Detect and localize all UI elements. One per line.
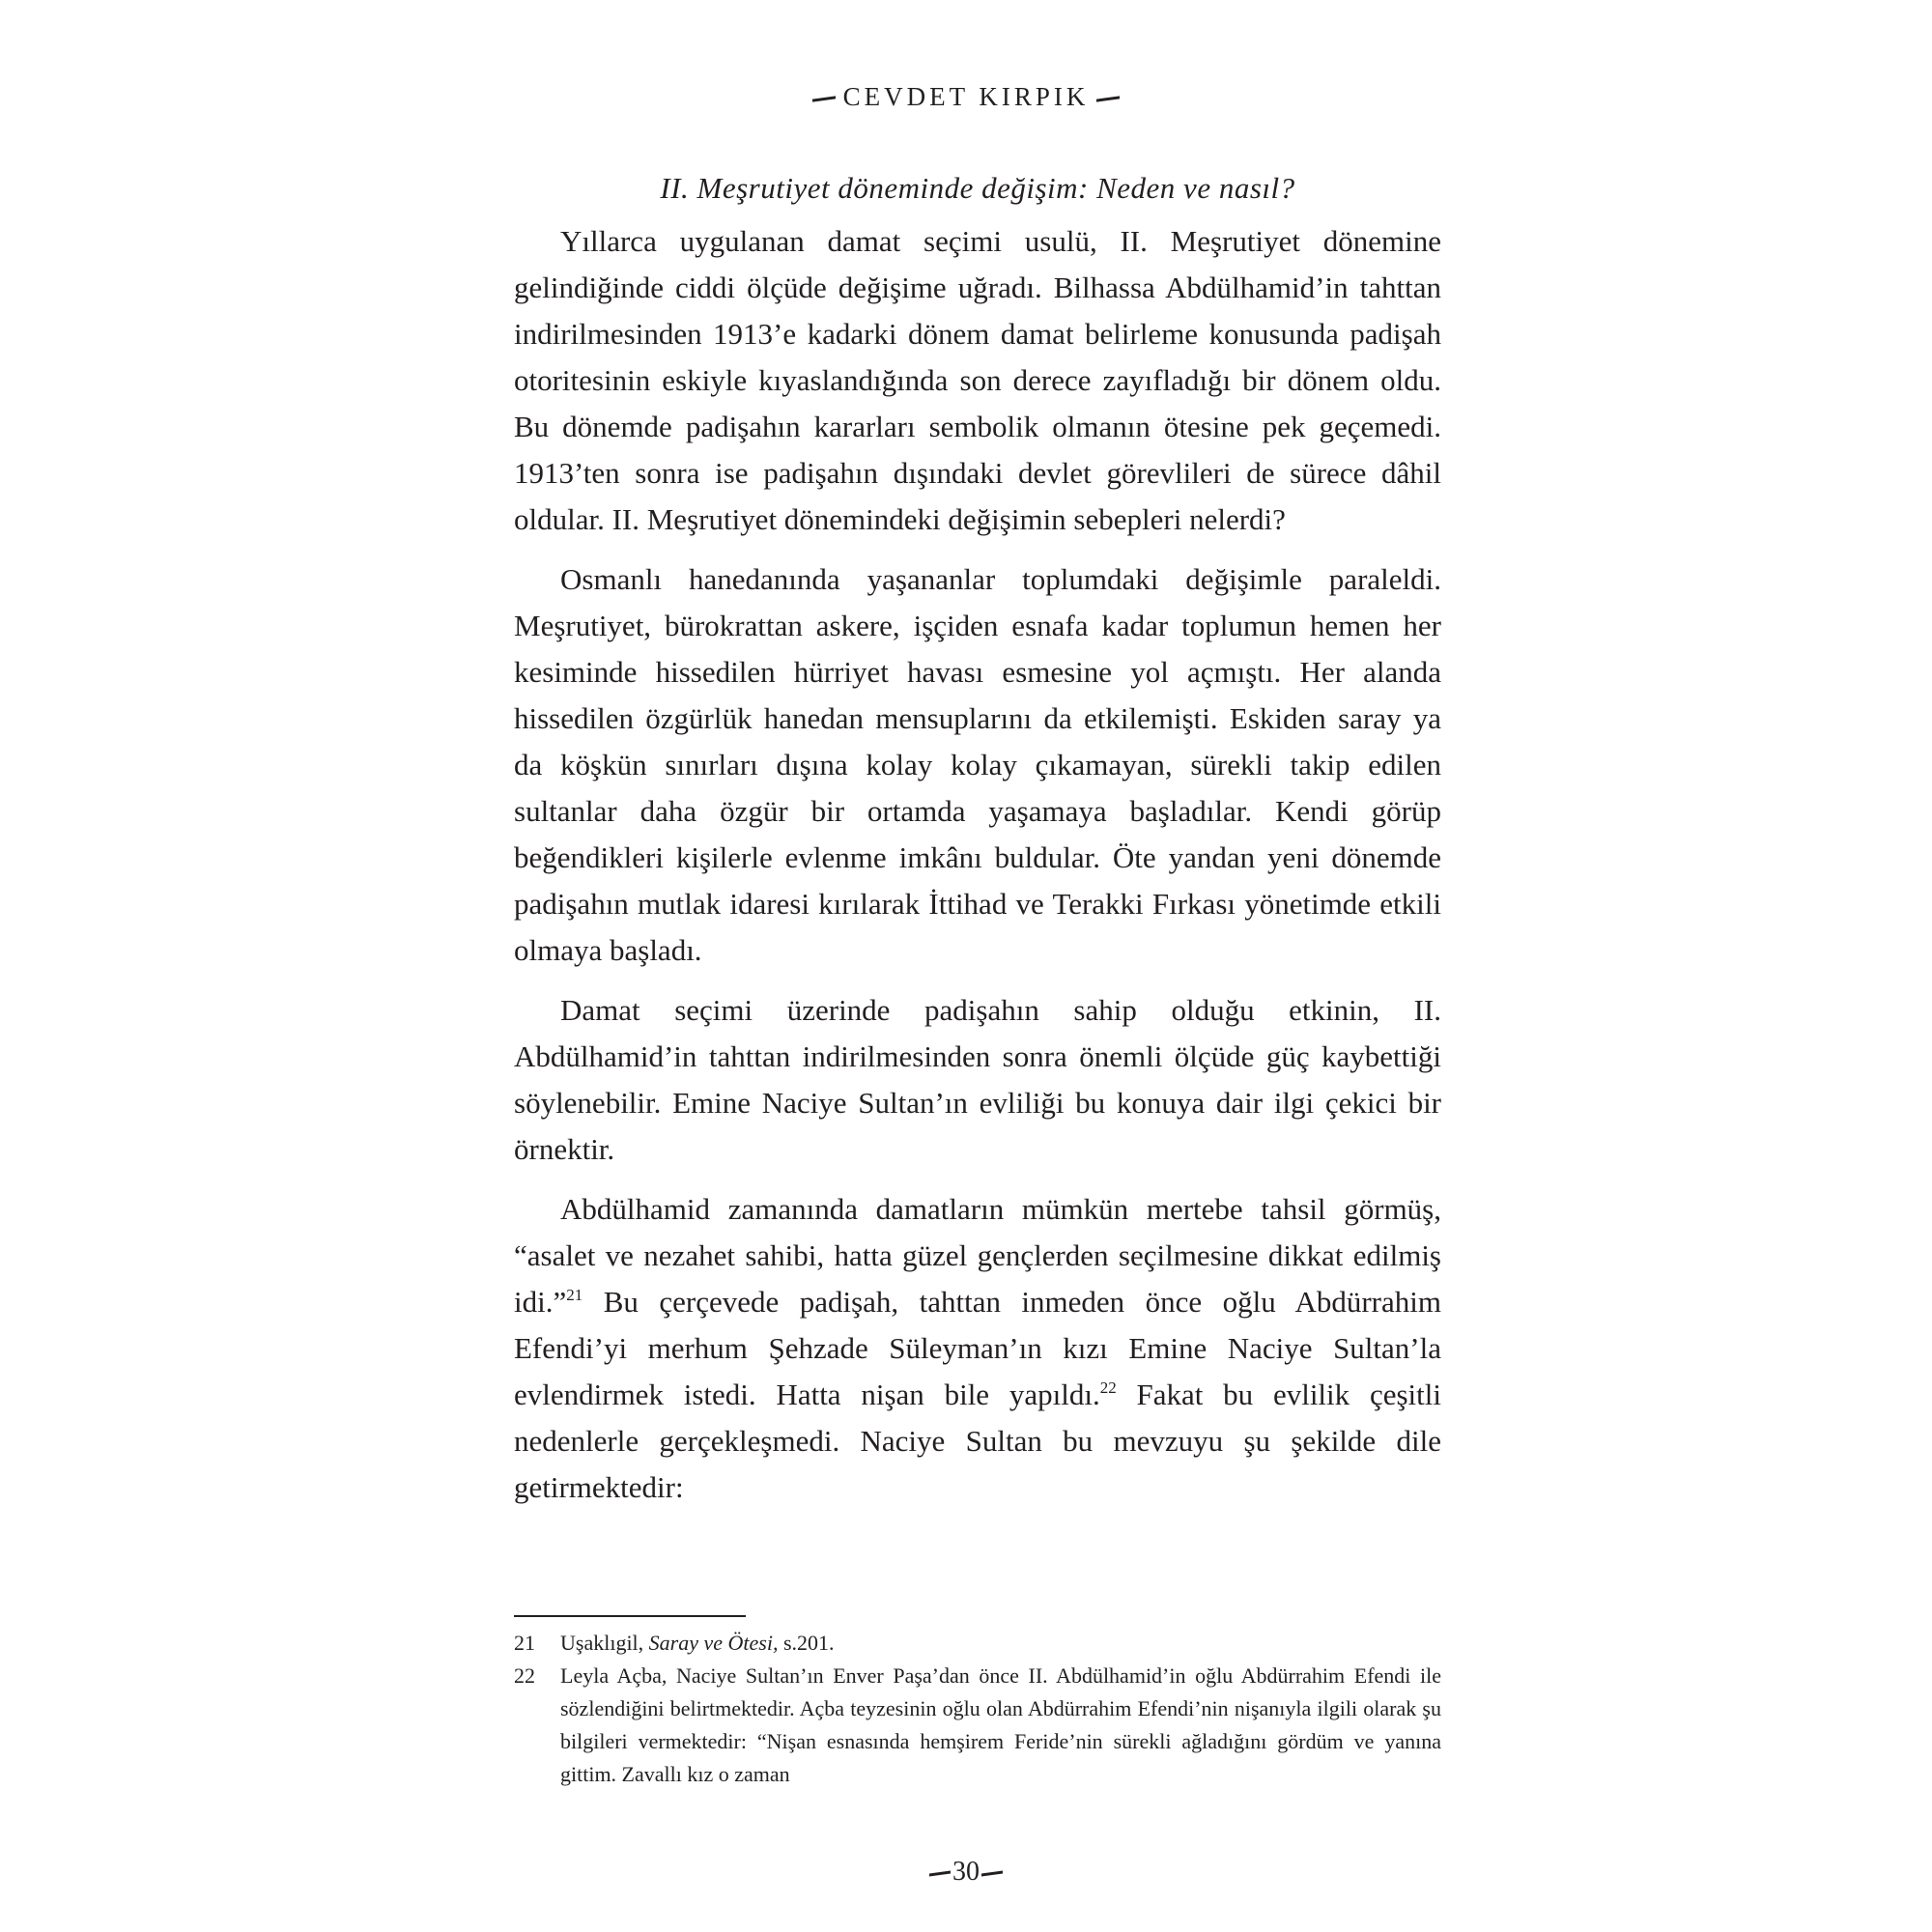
footnote-22 (514, 1660, 1441, 1791)
footnote-page: s.201. (778, 1631, 835, 1655)
ornament-dash-left (929, 1871, 951, 1877)
footnote-ref-22[interactable]: 22 (1099, 1378, 1117, 1397)
footnote-21 (514, 1627, 1441, 1660)
ornament-dash-right (1096, 97, 1120, 102)
footnote-ref-21[interactable]: 21 (566, 1286, 583, 1304)
paragraph-2: Osmanlı hanedanında yaşananlar toplumdaki değişimle paraleldi. Meşrutiyet, bürokrattan askere, işçiden esnafa kadar toplumun hemen her kesiminde hissedilen hürriyet havası esmesine yol açmıştı. Her alanda hissedilen özgürlük hanedan mensuplarını da etkilemişti. Eskiden saray ya da köşkün sınırları dışına kolay kolay çıkamayan, sürekli takip edilen sultanlar daha özgür bir ortamda yaşamaya başladılar. Kendi görüp beğendikleri kişilerle evlenme imkânı buldular. Öte yandan yeni dönemde padişahın mutlak idaresi kırılarak İttihad ve Terakki Fırkası yönetimde etkili olmaya başladı. (514, 562, 1441, 967)
running-head (0, 77, 1932, 116)
ornament-dash-right (981, 1871, 1003, 1877)
page-number (0, 1853, 1932, 1891)
footnotes (514, 1627, 1441, 1791)
paragraph-4 (514, 1186, 1441, 1511)
paragraph-3: Damat seçimi üzerinde padişahın sahip olduğu etkinin, II. Abdülhamid’in tahttan indirilmesinden sonra önemli ölçüde güç kaybettiği söylenebilir. Emine Naciye Sultan’ın evliliği bu konuya dair ilgi çekici bir örnektir. (514, 993, 1441, 1166)
footnote-divider (514, 1615, 746, 1617)
ornament-dash-left (812, 97, 836, 102)
paragraph-4-part-2: Bu çerçevede padişah, tahttan inmeden önce oğlu Abdürrahim Efendi’yi merhum Şehzade Süleyman’ın kızı Emine Naciye Sultan’la evlendirmek istedi. Hatta nişan bile yapıldı. (514, 1285, 1441, 1411)
main-text (514, 164, 1441, 1524)
author-name: CEVDET KIRPIK (842, 82, 1090, 111)
footnote-number: 22 (514, 1663, 535, 1688)
footnote-text (560, 1627, 1441, 1660)
section-heading: II. Meşrutiyet döneminde değişim: Neden ve nasıl? (660, 171, 1295, 205)
footnote-book-title: Saray ve Ötesi, (648, 1631, 779, 1655)
paragraph-4-part-1: Abdülhamid zamanında damatların mümkün mertebe tahsil görmüş, “asalet ve nezahet sahibi, hatta güzel gençlerden seçilmesine dikkat edilmiş idi.” (514, 1192, 1441, 1319)
footnote-author: Uşaklıgil, (560, 1631, 649, 1655)
page-number-value: 30 (952, 1857, 980, 1887)
paragraph-1: Yıllarca uygulanan damat seçimi usulü, II. Meşrutiyet dönemine gelindiğinde ciddi ölçüde değişime uğradı. Bilhassa Abdülhamid’in tahttan indirilmesinden 1913’e kadarki dönem damat belirleme konusunda padişah otoritesinin eskiyle kıyaslandığında son derece zayıfladığı bir dönem oldu. Bu dönemde padişahın kararları sembolik olmanın ötesine pek geçemedi. 1913’ten sonra ise padişahın dışındaki devlet görevlileri de sürece dâhil oldular. II. Meşrutiyet dönemindeki değişimin sebepleri nelerdi? (514, 224, 1441, 536)
footnote-text: Leyla Açba, Naciye Sultan’ın Enver Paşa’dan önce II. Abdülhamid’in oğlu Abdürrahim Efendi ile sözlendiğini belirtmektedir. Açba teyzesinin oğlu olan Abdürrahim Efendi’nin nişanıyla ilgili olarak şu bilgileri vermektedir: “Nişan esnasında hemşirem Feride’nin sürekli ağladığını gördüm ve yanına gittim. Zavallı kız o zaman (560, 1663, 1441, 1786)
paragraph-4-part-3: Fakat bu evlilik çeşitli nedenlerle gerçekleşmedi. Naciye Sultan bu mevzuyu şu şekilde dile getirmektedir: (514, 1378, 1441, 1504)
footnote-number: 21 (514, 1631, 535, 1655)
